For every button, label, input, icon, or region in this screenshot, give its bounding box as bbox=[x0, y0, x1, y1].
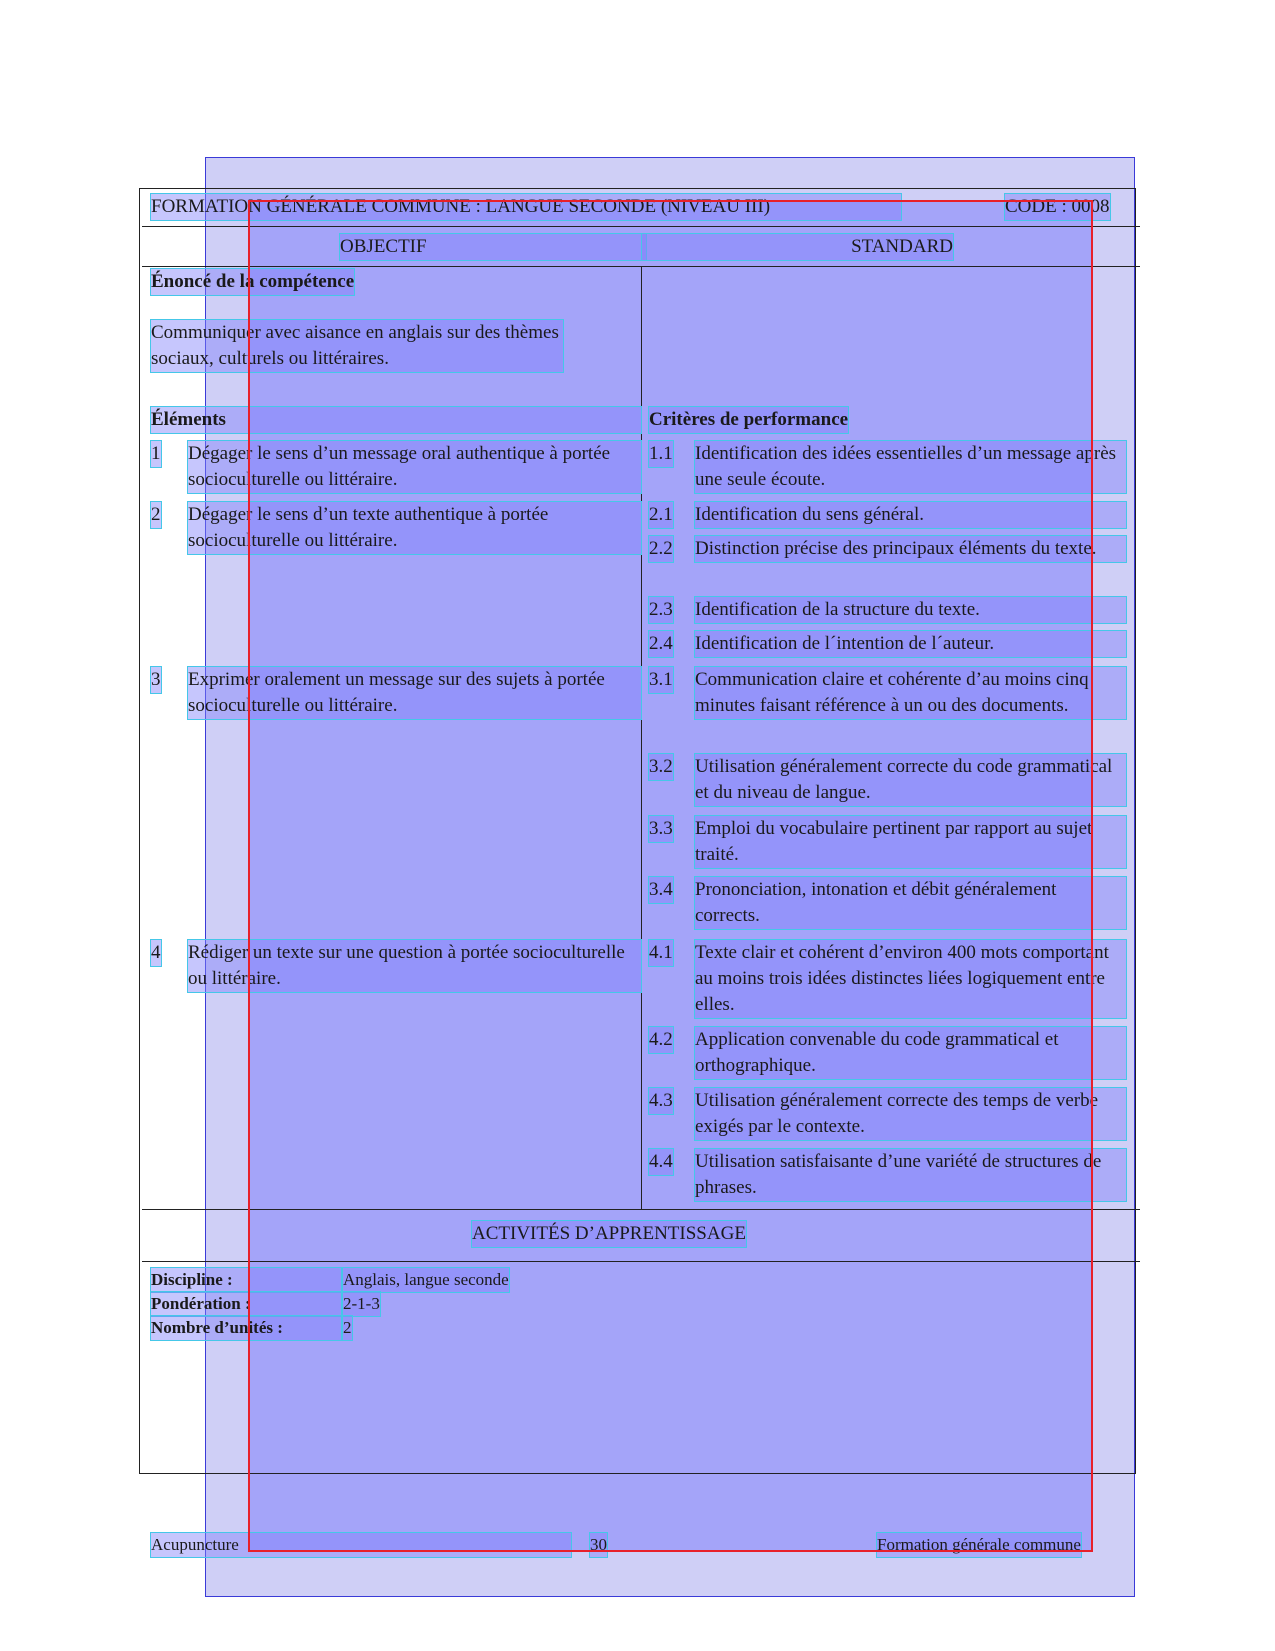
criterion-text: Distinction précise des principaux éléments du texte. bbox=[695, 536, 1126, 562]
ponderation-label: Pondération : bbox=[151, 1292, 341, 1316]
criterion-text: Texte clair et cohérent d’environ 400 mots comportant au moins trois idées distinctes liées logiquement entre elles. bbox=[695, 940, 1126, 1018]
criterion-number: 3.2 bbox=[649, 754, 673, 780]
element-text: Dégager le sens d’un message oral authentique à portée socioculturelle ou littéraire. bbox=[188, 441, 641, 493]
unites-label: Nombre d’unités : bbox=[151, 1316, 341, 1340]
criterion-text: Utilisation généralement correcte du code grammatical et du niveau de langue. bbox=[695, 754, 1126, 806]
ponderation-value: 2-1-3 bbox=[343, 1292, 380, 1316]
competence-heading: Énoncé de la compétence bbox=[151, 269, 354, 295]
criterion-number: 2.4 bbox=[649, 631, 673, 657]
element-text: Exprimer oralement un message sur des sujets à portée socioculturelle ou littéraire. bbox=[188, 667, 641, 719]
element-number: 3 bbox=[151, 667, 161, 693]
unites-value: 2 bbox=[343, 1316, 352, 1340]
column-head-standard: STANDARD bbox=[642, 234, 953, 260]
criterion-text: Utilisation généralement correcte des temps de verbe exigés par le contexte. bbox=[695, 1088, 1126, 1140]
activities-heading: ACTIVITÉS D’APPRENTISSAGE bbox=[472, 1221, 746, 1247]
element-number: 4 bbox=[151, 940, 161, 966]
element-number: 1 bbox=[151, 441, 161, 467]
page-title: FORMATION GÉNÉRALE COMMUNE : LANGUE SECONDE (NIVEAU III) bbox=[151, 194, 901, 220]
element-text: Dégager le sens d’un texte authentique à portée socioculturelle ou littéraire. bbox=[188, 502, 641, 554]
criterion-text: Identification des idées essentielles d’un message après une seule écoute. bbox=[695, 441, 1126, 493]
criterion-text: Identification de l´intention de l´auteur. bbox=[695, 631, 1126, 657]
footer-left: Acupuncture bbox=[151, 1533, 571, 1557]
criterion-number: 4.3 bbox=[649, 1088, 673, 1114]
criterion-number: 3.1 bbox=[649, 667, 673, 693]
column-head-objectif: OBJECTIF bbox=[340, 234, 646, 260]
discipline-value: Anglais, langue seconde bbox=[343, 1268, 509, 1292]
criterion-number: 4.2 bbox=[649, 1027, 673, 1053]
criterion-text: Utilisation satisfaisante d’une variété de structures de phrases. bbox=[695, 1149, 1126, 1201]
criterion-number: 4.1 bbox=[649, 940, 673, 966]
criterion-number: 2.2 bbox=[649, 536, 673, 562]
criterion-text: Identification de la structure du texte. bbox=[695, 597, 1126, 623]
criterion-text: Communication claire et cohérente d’au moins cinq minutes faisant référence à un ou des documents. bbox=[695, 667, 1126, 719]
criterion-text: Prononciation, intonation et débit généralement corrects. bbox=[695, 877, 1126, 929]
discipline-label: Discipline : bbox=[151, 1268, 341, 1292]
course-code: CODE : 0008 bbox=[1005, 194, 1110, 220]
element-text: Rédiger un texte sur une question à portée socioculturelle ou littéraire. bbox=[188, 940, 641, 992]
criterion-number: 3.4 bbox=[649, 877, 673, 903]
criterion-text: Identification du sens général. bbox=[695, 502, 1126, 528]
criterion-number: 2.1 bbox=[649, 502, 673, 528]
criteria-heading: Critères de performance bbox=[649, 407, 848, 433]
selection-frame bbox=[248, 200, 1093, 1552]
criterion-number: 1.1 bbox=[649, 441, 673, 467]
competence-text: Communiquer avec aisance en anglais sur des thèmes sociaux, culturels ou littéraires. bbox=[151, 320, 563, 372]
elements-heading: Éléments bbox=[151, 407, 641, 433]
criterion-number: 2.3 bbox=[649, 597, 673, 623]
element-number: 2 bbox=[151, 502, 161, 528]
footer-page-number: 30 bbox=[590, 1533, 607, 1557]
footer-right: Formation générale commune bbox=[877, 1533, 1081, 1557]
criterion-number: 3.3 bbox=[649, 816, 673, 842]
criterion-number: 4.4 bbox=[649, 1149, 673, 1175]
criterion-text: Emploi du vocabulaire pertinent par rapport au sujet traité. bbox=[695, 816, 1126, 868]
criterion-text: Application convenable du code grammatical et orthographique. bbox=[695, 1027, 1126, 1079]
